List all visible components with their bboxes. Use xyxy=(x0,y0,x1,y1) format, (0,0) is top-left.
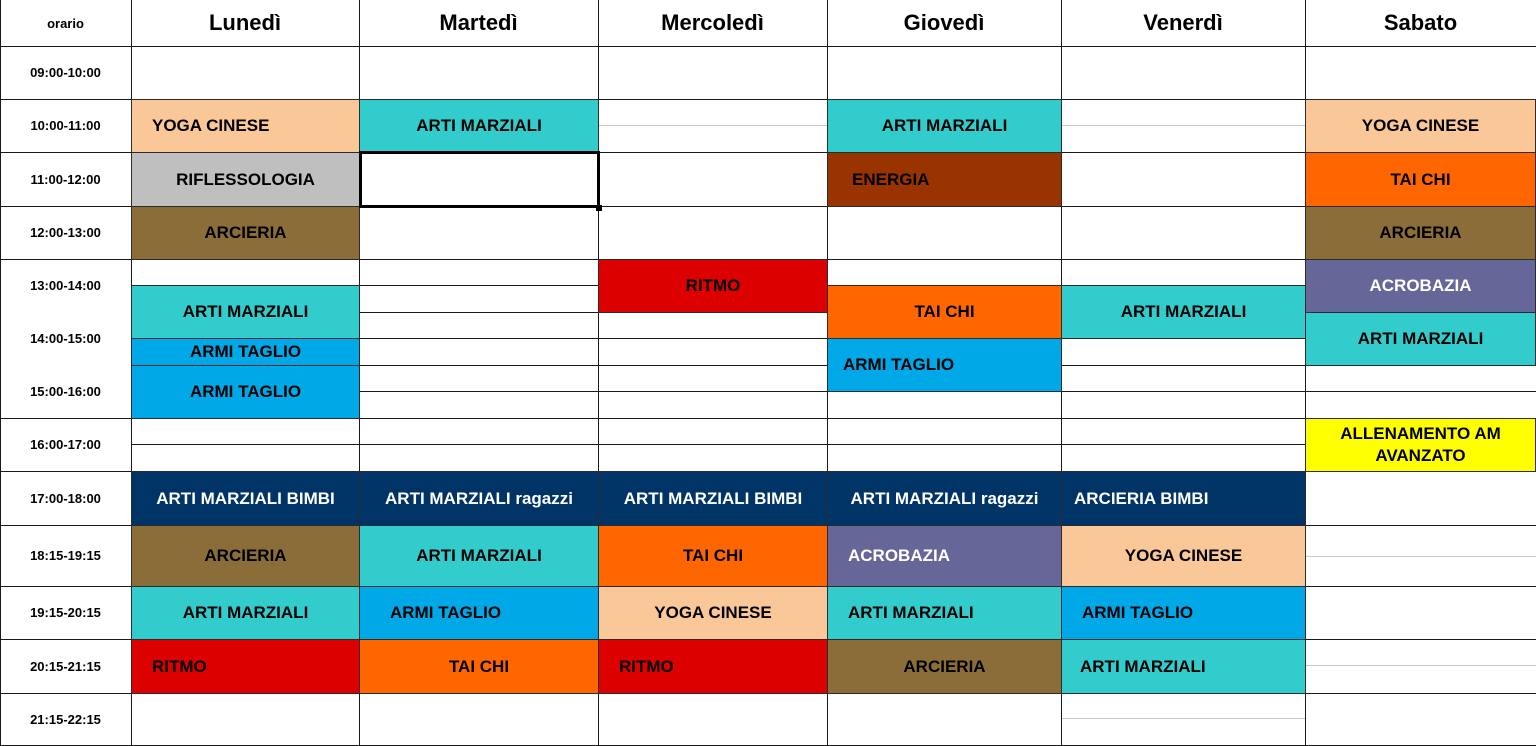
event-wed-tai-chi[interactable]: TAI CHI xyxy=(598,525,828,587)
event-thu-arti-marziali-ragazzi[interactable]: ARTI MARZIALI ragazzi xyxy=(827,471,1062,526)
time-slot: 20:15-21:15 xyxy=(30,658,101,674)
event-wed-yoga-cinese[interactable]: YOGA CINESE xyxy=(598,586,828,640)
header-orario: orario xyxy=(47,15,84,31)
event-mon-riflessologia[interactable]: RIFLESSOLOGIA xyxy=(131,152,360,207)
event-thu-arti-marziali[interactable]: ARTI MARZIALI xyxy=(827,99,1062,153)
event-fri-arti-marziali[interactable]: ARTI MARZIALI xyxy=(1061,285,1306,339)
time-slot: 19:15-20:15 xyxy=(30,605,101,620)
header-mercoledi: Mercoledì xyxy=(661,10,764,35)
header-sabato: Sabato xyxy=(1383,10,1458,35)
event-sat-yoga-cinese[interactable]: YOGA CINESE xyxy=(1305,99,1536,153)
event-thu-acrobazia[interactable]: ACROBAZIA xyxy=(827,525,1062,587)
event-thu-energia[interactable]: ENERGIA xyxy=(827,152,1062,207)
cell-divider xyxy=(1305,665,1536,666)
event-mon-arcieria[interactable]: ARCIERIA xyxy=(131,525,360,587)
event-mon-armi-taglio[interactable]: ARMI TAGLIO xyxy=(131,338,360,366)
event-tue-arti-marziali-ragazzi[interactable]: ARTI MARZIALI ragazzi xyxy=(359,471,599,526)
time-slot: 09:00-10:00 xyxy=(30,65,101,80)
time-slot: 13:00-14:00 xyxy=(30,278,101,293)
event-tue-tai-chi[interactable]: TAI CHI xyxy=(359,639,599,694)
selected-cell[interactable] xyxy=(359,151,600,208)
event-fri-arcieria-bimbi[interactable]: ARCIERIA BIMBI xyxy=(1061,471,1306,526)
event-wed-ritmo[interactable]: RITMO xyxy=(598,259,828,313)
event-sat-arti-marziali[interactable]: ARTI MARZIALI xyxy=(1305,312,1536,366)
event-mon-arti-marziali[interactable]: ARTI MARZIALI xyxy=(131,586,360,640)
time-slot: 12:00-13:00 xyxy=(30,225,101,240)
event-mon-arti-marziali[interactable]: ARTI MARZIALI xyxy=(131,285,360,339)
event-wed-arti-marziali-bimbi[interactable]: ARTI MARZIALI BIMBI xyxy=(598,471,828,526)
event-thu-tai-chi[interactable]: TAI CHI xyxy=(827,285,1062,339)
event-sat-allenamento-am-avanzato[interactable]: ALLENAMENTO AM AVANZATO xyxy=(1305,418,1536,472)
event-sat-tai-chi[interactable]: TAI CHI xyxy=(1305,152,1536,207)
event-mon-yoga-cinese[interactable]: YOGA CINESE xyxy=(131,99,360,153)
time-slot: 21:15-22:15 xyxy=(30,712,101,727)
time-slot: 18:15-19:15 xyxy=(30,548,101,563)
event-tue-arti-marziali[interactable]: ARTI MARZIALI xyxy=(359,99,599,153)
event-fri-armi-taglio[interactable]: ARMI TAGLIO xyxy=(1061,586,1306,640)
time-slot: 11:00-12:00 xyxy=(30,171,101,187)
event-thu-armi-taglio[interactable]: ARMI TAGLIO xyxy=(827,338,1062,392)
event-mon-arti-marziali-bimbi[interactable]: ARTI MARZIALI BIMBI xyxy=(131,471,360,526)
event-mon-armi-taglio[interactable]: ARMI TAGLIO xyxy=(131,365,360,419)
event-thu-arti-marziali[interactable]: ARTI MARZIALI xyxy=(827,586,1062,640)
header-martedi: Martedì xyxy=(439,10,518,35)
header-giovedi: Giovedì xyxy=(903,10,985,35)
time-slot: 10:00-11:00 xyxy=(30,118,101,133)
time-slot: 15:00-16:00 xyxy=(30,384,101,399)
cell-divider xyxy=(1061,125,1305,126)
header-lunedi: Lunedì xyxy=(208,10,282,35)
cell-divider xyxy=(598,125,827,126)
event-fri-arti-marziali[interactable]: ARTI MARZIALI xyxy=(1061,639,1306,694)
event-fri-yoga-cinese[interactable]: YOGA CINESE xyxy=(1061,525,1306,587)
event-tue-armi-taglio[interactable]: ARMI TAGLIO xyxy=(359,586,599,640)
header-venerdi: Venerdì xyxy=(1143,10,1223,35)
grid-line xyxy=(0,0,1,746)
event-mon-arcieria[interactable]: ARCIERIA xyxy=(131,206,360,260)
time-slot: 16:00-17:00 xyxy=(30,437,101,452)
event-thu-arcieria[interactable]: ARCIERIA xyxy=(827,639,1062,694)
event-sat-acrobazia[interactable]: ACROBAZIA xyxy=(1305,259,1536,313)
event-wed-ritmo[interactable]: RITMO xyxy=(598,639,828,694)
fill-handle[interactable] xyxy=(596,205,602,211)
event-tue-arti-marziali[interactable]: ARTI MARZIALI xyxy=(359,525,599,587)
event-sat-arcieria[interactable]: ARCIERIA xyxy=(1305,206,1536,260)
event-mon-ritmo[interactable]: RITMO xyxy=(131,639,360,694)
time-slot: 17:00-18:00 xyxy=(30,490,101,506)
time-slot: 14:00-15:00 xyxy=(30,331,101,346)
cell-divider xyxy=(1305,556,1536,557)
cell-divider xyxy=(1061,718,1305,719)
